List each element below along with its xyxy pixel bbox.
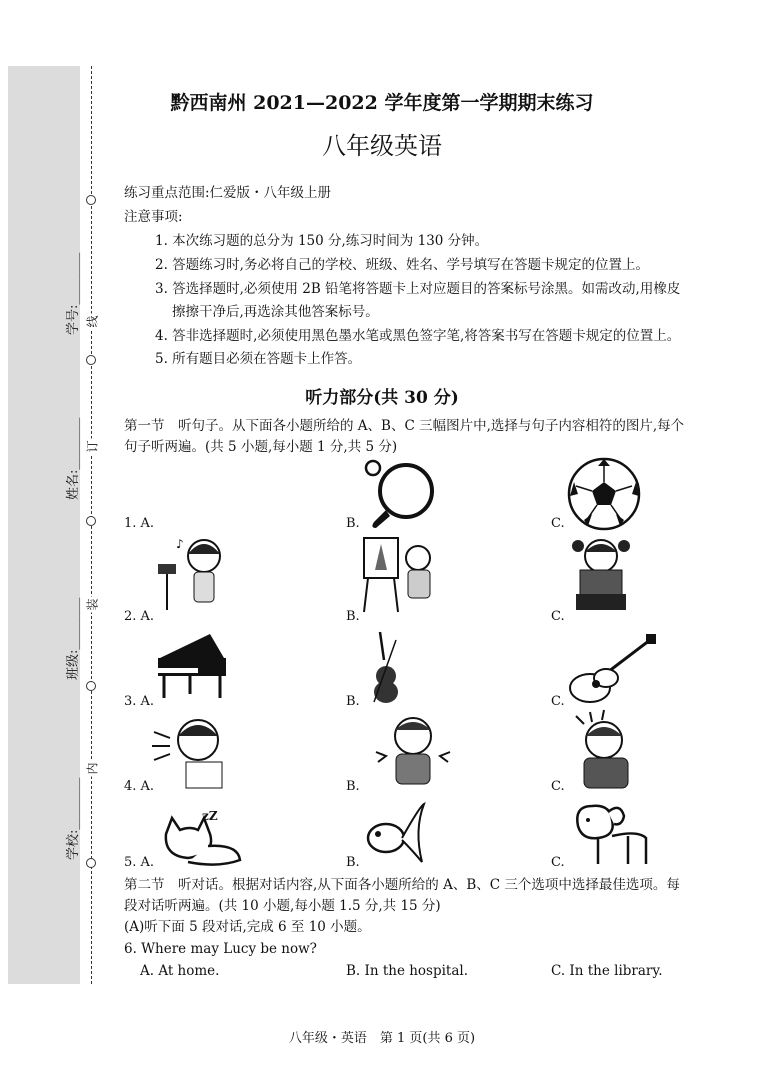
goldfish-icon <box>362 800 428 870</box>
notes-title: 注意事项: <box>124 209 183 225</box>
binding-mark: 装 <box>85 598 100 611</box>
girl-reading-icon <box>566 534 636 614</box>
q5-c-label: C. <box>551 855 565 870</box>
q5-b-label: B. <box>346 855 360 870</box>
scope-text: 练习重点范围:仁爱版・八年级上册 <box>124 185 332 201</box>
q1-b-label: B. <box>346 516 360 531</box>
note-item: 4. 答非选择题时,必须使用黑色墨水笔或黑色签字笔,将答案书写在答题卡规定的位置上。 <box>155 328 681 344</box>
q3-b-label: B. <box>346 694 360 709</box>
note-item: 擦擦干净后,再选涂其他答案标号。 <box>172 304 379 320</box>
dog-icon <box>568 800 658 870</box>
svg-text:♪: ♪ <box>176 537 184 551</box>
binding-hole <box>86 195 96 205</box>
q2-a-label: 2. A. <box>124 609 155 624</box>
q4-c-label: C. <box>551 779 565 794</box>
girl-singing-icon <box>154 534 234 614</box>
field-class[interactable]: 班级:________ <box>66 597 81 680</box>
q6-stem: 6. Where may Lucy be now? <box>124 941 317 957</box>
violin-icon <box>368 630 408 704</box>
sleeping-cat-icon <box>158 810 244 870</box>
man-headache-icon <box>570 710 640 792</box>
note-item: 1. 本次练习题的总分为 150 分,练习时间为 130 分钟。 <box>155 233 489 249</box>
field-school[interactable]: 学校:________ <box>66 777 81 860</box>
part2-instruction: 第二节 听对话。根据对话内容,从下面各小题所给的 A、B、C 三个选项中选择最佳选项。每 <box>124 877 680 893</box>
girl-painting-icon <box>360 534 440 614</box>
piano-icon <box>150 628 230 700</box>
q1-a-label: 1. A. <box>124 516 155 531</box>
part1-instruction: 句子听两遍。(共 5 小题,每小题 1 分,共 5 分) <box>124 439 398 455</box>
binding-hole <box>86 516 96 526</box>
q6-option-c: C. In the library. <box>551 963 663 979</box>
man-coughing-icon <box>150 712 240 792</box>
binding-hole <box>86 858 96 868</box>
part2-section-a: (A)听下面 5 段对话,完成 6 至 10 小题。 <box>124 919 371 935</box>
q6-option-b: B. In the hospital. <box>346 963 469 979</box>
binding-mark: 内 <box>85 762 100 775</box>
binding-mark: 线 <box>85 315 100 328</box>
field-student-id[interactable]: 学号:________ <box>66 252 81 335</box>
page-footer: 八年级・英语 第 1 页(共 6 页) <box>288 1031 476 1046</box>
note-item: 2. 答题练习时,务必将自己的学校、班级、姓名、学号填写在答题卡规定的位置上。 <box>155 257 649 273</box>
binding-mark: 订 <box>85 440 100 453</box>
note-item: 3. 答选择题时,必须使用 2B 铅笔将答题卡上对应题目的答案标号涂黑。如需改动,用橡皮 <box>155 281 681 297</box>
part2-instruction: 段对话听两遍。(共 10 小题,每小题 1.5 分,共 15 分) <box>124 898 441 914</box>
binding-hole <box>86 681 96 691</box>
part1-instruction: 第一节 听句子。从下面各小题所给的 A、B、C 三幅图片中,选择与句子内容相符的图片,每个 <box>124 418 685 434</box>
q5-a-label: 5. A. <box>124 855 155 870</box>
q2-b-label: B. <box>346 609 360 624</box>
subject-title: 八年级英语 <box>322 132 442 160</box>
q6-option-a: A. At home. <box>140 963 220 979</box>
section-title: 听力部分(共 30 分) <box>305 388 459 408</box>
soccer-ball-icon <box>566 456 642 532</box>
note-item: 5. 所有题目必须在答题卡上作答。 <box>155 351 362 367</box>
q4-b-label: B. <box>346 779 360 794</box>
q3-a-label: 3. A. <box>124 694 155 709</box>
q1-c-label: C. <box>551 516 565 531</box>
table-tennis-icon <box>362 458 436 530</box>
exam-title: 黔西南州 2021—2022 学年度第一学期期末练习 <box>170 92 594 114</box>
boy-stomachache-icon <box>370 712 456 788</box>
q3-c-label: C. <box>551 694 565 709</box>
field-name[interactable]: 姓名:________ <box>66 417 81 500</box>
q2-c-label: C. <box>551 609 565 624</box>
binding-hole <box>86 355 96 365</box>
svg-text:zZ: zZ <box>202 809 218 823</box>
q4-a-label: 4. A. <box>124 779 155 794</box>
guitar-icon <box>566 632 658 706</box>
